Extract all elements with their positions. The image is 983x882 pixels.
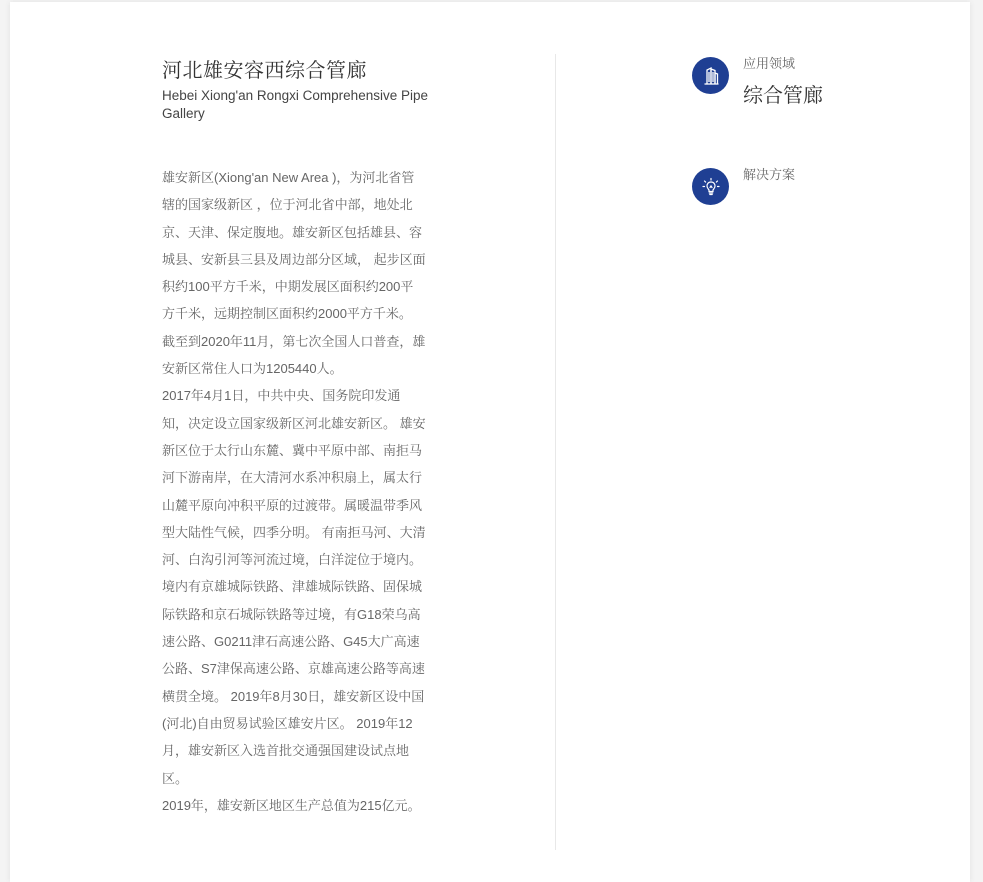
application-field-value: 综合管廊 xyxy=(743,85,823,107)
project-description xyxy=(162,164,426,819)
application-field-label: 应用领域 xyxy=(743,56,796,71)
description-paragraph-2: 2017年4月1日，中共中央、国务院印发通知，决定设立国家级新区河北雄安新区。 雄安新区位于太行山东麓、冀中平原中部、南拒马河下游南岸，在大清河水系冲积扇上，属太行山麓平原向冲积平原的过渡带。属暖温带季风型大陆性气候，四季分明。 有南拒马河、大清河、白沟引河等河流过境，白洋淀位于境内。境内有京雄城际铁路、津雄城际铁路、固保城际铁路和京石城际铁路等过境，有G18荣乌高速公路、G0211津石高速公路、G45大广高速公路、S7津保高速公路、京雄高速公路等高速横贯全境。 2019年8月30日，雄安新区设中国(河北)自由贸易试验区雄安片区。 2019年12月，雄安新区入选首批交通强国建设试点地区。 xyxy=(162,388,426,786)
project-title-en: Hebei Xiong'an Rongxi Comprehensive Pipe Gallery xyxy=(162,88,428,121)
column-divider xyxy=(555,54,556,850)
building-icon xyxy=(692,57,729,94)
description-paragraph-3: 2019年，雄安新区地区生产总值为215亿元。 xyxy=(162,797,421,813)
solution-label[interactable]: 解决方案 xyxy=(743,167,796,182)
project-card xyxy=(10,2,970,882)
description-paragraph-1: 雄安新区(Xiong'an New Area )，为河北省管辖的国家级新区 ，位于河北省中部，地处北京、天津、保定腹地。雄安新区包括雄县、容城县、安新县三县及周边部分区域， 起步区面积约100平方千米，中期发展区面积约200平方千米，远期控制区面积约2000平方千米。 截至到2020年11月，第七次全国人口普查，雄安新区常住人口为1205440人。 xyxy=(162,170,426,377)
lightbulb-icon xyxy=(692,168,729,205)
project-title-cn: 河北雄安容西综合管廊 xyxy=(162,60,367,82)
